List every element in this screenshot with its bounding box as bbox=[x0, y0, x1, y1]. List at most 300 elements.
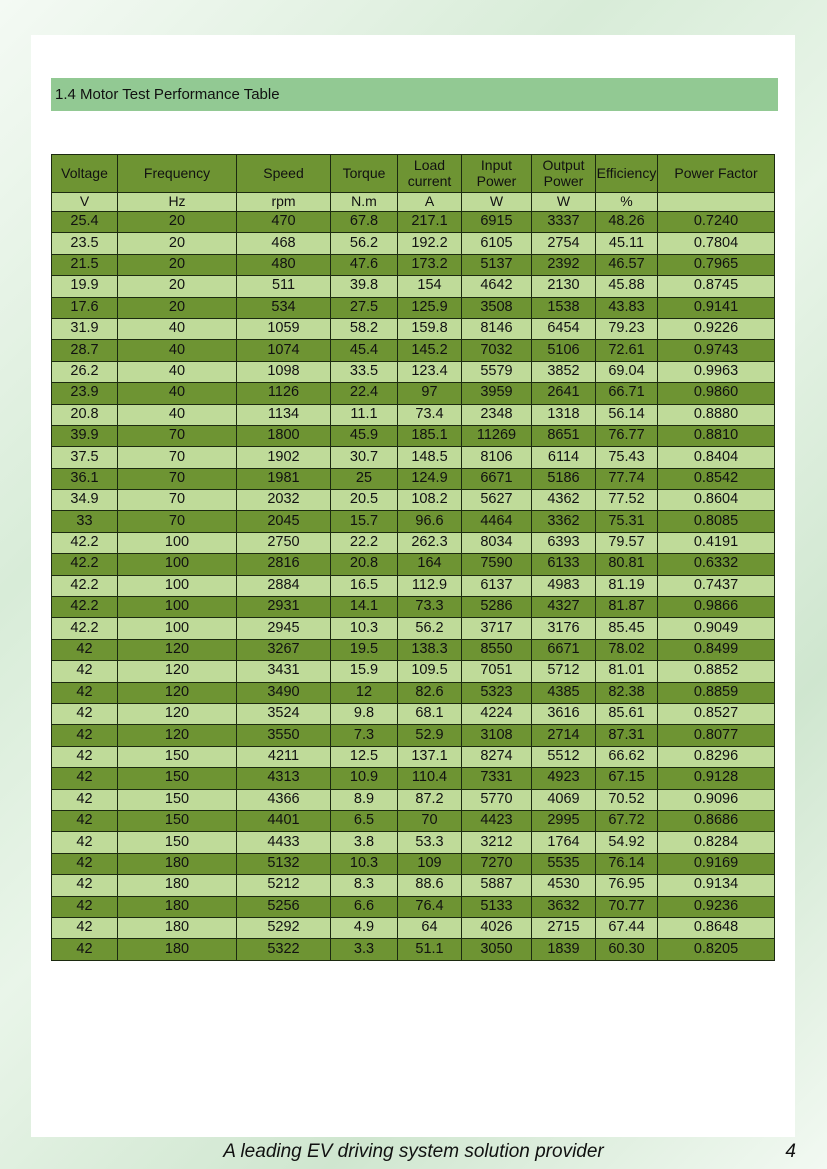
motor-performance-table bbox=[51, 154, 775, 961]
table-cell: 0.9236 bbox=[658, 896, 775, 917]
table-cell: 1981 bbox=[237, 468, 331, 489]
table-row bbox=[52, 254, 775, 275]
table-cell: 0.8745 bbox=[658, 276, 775, 297]
table-cell: 42 bbox=[52, 875, 118, 896]
column-header: Power Factor bbox=[658, 155, 775, 193]
table-cell: 97 bbox=[398, 383, 462, 404]
table-cell: 73.3 bbox=[398, 597, 462, 618]
table-cell: 1059 bbox=[237, 318, 331, 339]
table-cell: 3717 bbox=[462, 618, 532, 639]
table-cell: 0.9141 bbox=[658, 297, 775, 318]
table-cell: 67.8 bbox=[331, 212, 398, 233]
table-cell: 70 bbox=[398, 810, 462, 831]
table-cell: 0.7965 bbox=[658, 254, 775, 275]
table-row bbox=[52, 318, 775, 339]
table-cell: 67.15 bbox=[596, 768, 658, 789]
table-cell: 4464 bbox=[462, 511, 532, 532]
table-cell: 33.5 bbox=[331, 361, 398, 382]
table-cell: 8550 bbox=[462, 639, 532, 660]
table-cell: 51.1 bbox=[398, 939, 462, 960]
table-row bbox=[52, 768, 775, 789]
table-cell: 36.1 bbox=[52, 468, 118, 489]
table-cell: 6393 bbox=[532, 532, 596, 553]
table-cell: 0.9963 bbox=[658, 361, 775, 382]
table-cell: 1902 bbox=[237, 447, 331, 468]
table-row bbox=[52, 468, 775, 489]
table-cell: 2392 bbox=[532, 254, 596, 275]
table-cell: 7331 bbox=[462, 768, 532, 789]
table-units-row bbox=[52, 193, 775, 212]
table-cell: 76.4 bbox=[398, 896, 462, 917]
table-cell: 23.9 bbox=[52, 383, 118, 404]
table-cell: 100 bbox=[118, 597, 237, 618]
table-cell: 6671 bbox=[532, 639, 596, 660]
page-number: 4 bbox=[785, 1141, 796, 1162]
table-row bbox=[52, 511, 775, 532]
table-cell: 42 bbox=[52, 703, 118, 724]
table-cell: 173.2 bbox=[398, 254, 462, 275]
table-cell: 9.8 bbox=[331, 703, 398, 724]
table-cell: 180 bbox=[118, 896, 237, 917]
table-cell: 82.38 bbox=[596, 682, 658, 703]
table-cell: 110.4 bbox=[398, 768, 462, 789]
table-cell: 2715 bbox=[532, 917, 596, 938]
table-cell: 85.45 bbox=[596, 618, 658, 639]
table-cell: 8034 bbox=[462, 532, 532, 553]
table-cell: 42 bbox=[52, 661, 118, 682]
table-cell: 0.8085 bbox=[658, 511, 775, 532]
table-cell: 37.5 bbox=[52, 447, 118, 468]
table-cell: 0.8852 bbox=[658, 661, 775, 682]
table-cell: 5186 bbox=[532, 468, 596, 489]
table-cell: 217.1 bbox=[398, 212, 462, 233]
table-cell: 20 bbox=[118, 297, 237, 318]
table-cell: 53.3 bbox=[398, 832, 462, 853]
table-cell: 75.31 bbox=[596, 511, 658, 532]
table-cell: 43.83 bbox=[596, 297, 658, 318]
table-cell: 70 bbox=[118, 468, 237, 489]
table-cell: 148.5 bbox=[398, 447, 462, 468]
table-row bbox=[52, 404, 775, 425]
footer-tagline: A leading EV driving system solution provider bbox=[223, 1141, 604, 1162]
table-cell: 5512 bbox=[532, 746, 596, 767]
table-cell: 138.3 bbox=[398, 639, 462, 660]
unit-cell: V bbox=[52, 193, 118, 212]
table-cell: 42.2 bbox=[52, 532, 118, 553]
table-cell: 80.81 bbox=[596, 554, 658, 575]
table-cell: 42.2 bbox=[52, 554, 118, 575]
table-cell: 15.7 bbox=[331, 511, 398, 532]
table-cell: 150 bbox=[118, 789, 237, 810]
column-header: Input Power bbox=[462, 155, 532, 193]
table-cell: 0.9049 bbox=[658, 618, 775, 639]
table-cell: 5106 bbox=[532, 340, 596, 361]
table-row bbox=[52, 682, 775, 703]
table-cell: 40 bbox=[118, 340, 237, 361]
table-cell: 145.2 bbox=[398, 340, 462, 361]
table-cell: 0.9860 bbox=[658, 383, 775, 404]
table-cell: 12 bbox=[331, 682, 398, 703]
column-header: Frequency bbox=[118, 155, 237, 193]
table-cell: 6114 bbox=[532, 447, 596, 468]
table-cell: 7051 bbox=[462, 661, 532, 682]
table-row bbox=[52, 810, 775, 831]
table-cell: 4423 bbox=[462, 810, 532, 831]
table-cell: 85.61 bbox=[596, 703, 658, 724]
table-cell: 20 bbox=[118, 254, 237, 275]
table-cell: 20.8 bbox=[52, 404, 118, 425]
table-cell: 40 bbox=[118, 361, 237, 382]
table-cell: 5535 bbox=[532, 853, 596, 874]
table-cell: 3616 bbox=[532, 703, 596, 724]
table-cell: 120 bbox=[118, 661, 237, 682]
table-cell: 0.8648 bbox=[658, 917, 775, 938]
table-cell: 112.9 bbox=[398, 575, 462, 596]
table-cell: 17.6 bbox=[52, 297, 118, 318]
table-cell: 0.9743 bbox=[658, 340, 775, 361]
table-cell: 0.7437 bbox=[658, 575, 775, 596]
table-cell: 108.2 bbox=[398, 490, 462, 511]
table-cell: 48.26 bbox=[596, 212, 658, 233]
table-cell: 5256 bbox=[237, 896, 331, 917]
table-cell: 4327 bbox=[532, 597, 596, 618]
table-cell: 7270 bbox=[462, 853, 532, 874]
table-cell: 0.8604 bbox=[658, 490, 775, 511]
table-cell: 87.31 bbox=[596, 725, 658, 746]
column-header: Voltage bbox=[52, 155, 118, 193]
table-cell: 3108 bbox=[462, 725, 532, 746]
table-row bbox=[52, 703, 775, 724]
table-cell: 1134 bbox=[237, 404, 331, 425]
table-cell: 3959 bbox=[462, 383, 532, 404]
table-cell: 78.02 bbox=[596, 639, 658, 660]
table-cell: 0.9096 bbox=[658, 789, 775, 810]
table-cell: 81.87 bbox=[596, 597, 658, 618]
table-cell: 14.1 bbox=[331, 597, 398, 618]
table-cell: 25 bbox=[331, 468, 398, 489]
table-cell: 42 bbox=[52, 789, 118, 810]
table-cell: 4224 bbox=[462, 703, 532, 724]
table-cell: 4069 bbox=[532, 789, 596, 810]
table-cell: 15.9 bbox=[331, 661, 398, 682]
table-cell: 3267 bbox=[237, 639, 331, 660]
table-cell: 10.3 bbox=[331, 618, 398, 639]
table-cell: 20.8 bbox=[331, 554, 398, 575]
table-cell: 42.2 bbox=[52, 597, 118, 618]
table-cell: 52.9 bbox=[398, 725, 462, 746]
table-cell: 1098 bbox=[237, 361, 331, 382]
table-cell: 2045 bbox=[237, 511, 331, 532]
table-cell: 25.4 bbox=[52, 212, 118, 233]
table-cell: 8.9 bbox=[331, 789, 398, 810]
table-cell: 4313 bbox=[237, 768, 331, 789]
table-cell: 0.9128 bbox=[658, 768, 775, 789]
table-cell: 0.9169 bbox=[658, 853, 775, 874]
table-cell: 39.9 bbox=[52, 425, 118, 446]
table-row bbox=[52, 875, 775, 896]
table-cell: 54.92 bbox=[596, 832, 658, 853]
table-cell: 5627 bbox=[462, 490, 532, 511]
table-row bbox=[52, 853, 775, 874]
table-cell: 164 bbox=[398, 554, 462, 575]
table-row bbox=[52, 233, 775, 254]
table-cell: 109 bbox=[398, 853, 462, 874]
table-cell: 7590 bbox=[462, 554, 532, 575]
table-cell: 8106 bbox=[462, 447, 532, 468]
table-cell: 81.01 bbox=[596, 661, 658, 682]
table-cell: 23.5 bbox=[52, 233, 118, 254]
table-cell: 4026 bbox=[462, 917, 532, 938]
table-row bbox=[52, 447, 775, 468]
table-cell: 3852 bbox=[532, 361, 596, 382]
table-cell: 468 bbox=[237, 233, 331, 254]
column-header: Efficiency bbox=[596, 155, 658, 193]
table-cell: 45.4 bbox=[331, 340, 398, 361]
table-cell: 56.14 bbox=[596, 404, 658, 425]
unit-cell bbox=[658, 193, 775, 212]
table-cell: 76.95 bbox=[596, 875, 658, 896]
table-cell: 2995 bbox=[532, 810, 596, 831]
table-cell: 79.23 bbox=[596, 318, 658, 339]
table-cell: 42 bbox=[52, 746, 118, 767]
table-cell: 511 bbox=[237, 276, 331, 297]
table-cell: 100 bbox=[118, 532, 237, 553]
table-cell: 4530 bbox=[532, 875, 596, 896]
table-cell: 2641 bbox=[532, 383, 596, 404]
table-row bbox=[52, 896, 775, 917]
table-row bbox=[52, 490, 775, 511]
table-cell: 76.14 bbox=[596, 853, 658, 874]
table-cell: 20 bbox=[118, 276, 237, 297]
table-cell: 42 bbox=[52, 682, 118, 703]
table-cell: 45.88 bbox=[596, 276, 658, 297]
table-cell: 3632 bbox=[532, 896, 596, 917]
table-row bbox=[52, 554, 775, 575]
table-cell: 2931 bbox=[237, 597, 331, 618]
table-cell: 2714 bbox=[532, 725, 596, 746]
table-cell: 125.9 bbox=[398, 297, 462, 318]
table-cell: 66.71 bbox=[596, 383, 658, 404]
table-cell: 3508 bbox=[462, 297, 532, 318]
table-cell: 5887 bbox=[462, 875, 532, 896]
table-cell: 76.77 bbox=[596, 425, 658, 446]
table-cell: 11269 bbox=[462, 425, 532, 446]
table-cell: 1800 bbox=[237, 425, 331, 446]
table-cell: 70.77 bbox=[596, 896, 658, 917]
table-cell: 100 bbox=[118, 618, 237, 639]
table-cell: 123.4 bbox=[398, 361, 462, 382]
table-cell: 77.74 bbox=[596, 468, 658, 489]
table-cell: 0.9226 bbox=[658, 318, 775, 339]
table-cell: 0.7804 bbox=[658, 233, 775, 254]
table-cell: 20 bbox=[118, 233, 237, 254]
table-cell: 4433 bbox=[237, 832, 331, 853]
table-header-row bbox=[52, 155, 775, 193]
unit-cell: W bbox=[462, 193, 532, 212]
table-cell: 150 bbox=[118, 746, 237, 767]
table-cell: 3337 bbox=[532, 212, 596, 233]
document-page bbox=[31, 35, 795, 1137]
table-cell: 2816 bbox=[237, 554, 331, 575]
table-cell: 5292 bbox=[237, 917, 331, 938]
table-cell: 47.6 bbox=[331, 254, 398, 275]
table-cell: 73.4 bbox=[398, 404, 462, 425]
table-cell: 42 bbox=[52, 939, 118, 960]
table-cell: 40 bbox=[118, 318, 237, 339]
table-cell: 5132 bbox=[237, 853, 331, 874]
table-cell: 58.2 bbox=[331, 318, 398, 339]
table-cell: 3524 bbox=[237, 703, 331, 724]
table-row bbox=[52, 639, 775, 660]
table-row bbox=[52, 939, 775, 960]
unit-cell: A bbox=[398, 193, 462, 212]
table-row bbox=[52, 661, 775, 682]
table-row bbox=[52, 383, 775, 404]
table-cell: 5212 bbox=[237, 875, 331, 896]
table-cell: 3550 bbox=[237, 725, 331, 746]
table-row bbox=[52, 618, 775, 639]
table-cell: 2884 bbox=[237, 575, 331, 596]
table-cell: 3490 bbox=[237, 682, 331, 703]
table-cell: 137.1 bbox=[398, 746, 462, 767]
table-cell: 3.3 bbox=[331, 939, 398, 960]
section-title: 1.4 Motor Test Performance Table bbox=[51, 78, 778, 111]
table-cell: 0.8686 bbox=[658, 810, 775, 831]
table-cell: 5322 bbox=[237, 939, 331, 960]
table-cell: 5133 bbox=[462, 896, 532, 917]
table-cell: 0.8077 bbox=[658, 725, 775, 746]
table-cell: 262.3 bbox=[398, 532, 462, 553]
table-cell: 2754 bbox=[532, 233, 596, 254]
table-cell: 0.8542 bbox=[658, 468, 775, 489]
table-cell: 19.5 bbox=[331, 639, 398, 660]
table-cell: 6133 bbox=[532, 554, 596, 575]
table-row bbox=[52, 212, 775, 233]
table-cell: 3362 bbox=[532, 511, 596, 532]
table-cell: 4923 bbox=[532, 768, 596, 789]
table-cell: 0.9866 bbox=[658, 597, 775, 618]
table-cell: 8651 bbox=[532, 425, 596, 446]
table-cell: 0.4191 bbox=[658, 532, 775, 553]
table-cell: 81.19 bbox=[596, 575, 658, 596]
table-cell: 6454 bbox=[532, 318, 596, 339]
table-cell: 46.57 bbox=[596, 254, 658, 275]
table-cell: 1839 bbox=[532, 939, 596, 960]
table-cell: 159.8 bbox=[398, 318, 462, 339]
table-cell: 0.8859 bbox=[658, 682, 775, 703]
table-cell: 64 bbox=[398, 917, 462, 938]
table-cell: 70 bbox=[118, 511, 237, 532]
table-cell: 180 bbox=[118, 875, 237, 896]
table-cell: 42 bbox=[52, 810, 118, 831]
column-header: Load current bbox=[398, 155, 462, 193]
table-cell: 2945 bbox=[237, 618, 331, 639]
table-cell: 26.2 bbox=[52, 361, 118, 382]
table-cell: 120 bbox=[118, 682, 237, 703]
table-cell: 45.11 bbox=[596, 233, 658, 254]
table-row bbox=[52, 917, 775, 938]
table-row bbox=[52, 725, 775, 746]
table-cell: 3431 bbox=[237, 661, 331, 682]
table-cell: 42 bbox=[52, 768, 118, 789]
table-cell: 2750 bbox=[237, 532, 331, 553]
table-cell: 0.8499 bbox=[658, 639, 775, 660]
table-cell: 70 bbox=[118, 447, 237, 468]
table-cell: 30.7 bbox=[331, 447, 398, 468]
table-row bbox=[52, 340, 775, 361]
table-cell: 20.5 bbox=[331, 490, 398, 511]
table-cell: 8146 bbox=[462, 318, 532, 339]
table-row bbox=[52, 276, 775, 297]
table-cell: 27.5 bbox=[331, 297, 398, 318]
table-cell: 79.57 bbox=[596, 532, 658, 553]
table-cell: 120 bbox=[118, 639, 237, 660]
table-cell: 12.5 bbox=[331, 746, 398, 767]
table-cell: 31.9 bbox=[52, 318, 118, 339]
table-cell: 42 bbox=[52, 896, 118, 917]
unit-cell: Hz bbox=[118, 193, 237, 212]
table-cell: 0.8296 bbox=[658, 746, 775, 767]
table-cell: 72.61 bbox=[596, 340, 658, 361]
table-cell: 7032 bbox=[462, 340, 532, 361]
unit-cell: % bbox=[596, 193, 658, 212]
table-cell: 67.72 bbox=[596, 810, 658, 831]
table-cell: 70 bbox=[118, 425, 237, 446]
table-cell: 70 bbox=[118, 490, 237, 511]
column-header: Output Power bbox=[532, 155, 596, 193]
table-cell: 5323 bbox=[462, 682, 532, 703]
table-cell: 22.2 bbox=[331, 532, 398, 553]
table-cell: 88.6 bbox=[398, 875, 462, 896]
table-cell: 6105 bbox=[462, 233, 532, 254]
table-cell: 10.9 bbox=[331, 768, 398, 789]
table-cell: 180 bbox=[118, 939, 237, 960]
table-cell: 4401 bbox=[237, 810, 331, 831]
table-cell: 4366 bbox=[237, 789, 331, 810]
table-cell: 0.8284 bbox=[658, 832, 775, 853]
table-cell: 22.4 bbox=[331, 383, 398, 404]
table-cell: 470 bbox=[237, 212, 331, 233]
table-cell: 66.62 bbox=[596, 746, 658, 767]
table-cell: 60.30 bbox=[596, 939, 658, 960]
table-cell: 185.1 bbox=[398, 425, 462, 446]
table-cell: 5770 bbox=[462, 789, 532, 810]
table-cell: 68.1 bbox=[398, 703, 462, 724]
table-cell: 28.7 bbox=[52, 340, 118, 361]
unit-cell: N.m bbox=[331, 193, 398, 212]
table-cell: 4211 bbox=[237, 746, 331, 767]
table-cell: 21.5 bbox=[52, 254, 118, 275]
table-cell: 0.8527 bbox=[658, 703, 775, 724]
table-cell: 42.2 bbox=[52, 575, 118, 596]
table-row bbox=[52, 425, 775, 446]
column-header: Torque bbox=[331, 155, 398, 193]
table-body bbox=[52, 212, 775, 961]
table-cell: 82.6 bbox=[398, 682, 462, 703]
unit-cell: W bbox=[532, 193, 596, 212]
table-cell: 77.52 bbox=[596, 490, 658, 511]
table-cell: 6137 bbox=[462, 575, 532, 596]
table-cell: 5579 bbox=[462, 361, 532, 382]
table-cell: 154 bbox=[398, 276, 462, 297]
table-cell: 19.9 bbox=[52, 276, 118, 297]
table-cell: 120 bbox=[118, 725, 237, 746]
table-cell: 100 bbox=[118, 554, 237, 575]
table-cell: 1074 bbox=[237, 340, 331, 361]
table-cell: 1126 bbox=[237, 383, 331, 404]
table-cell: 109.5 bbox=[398, 661, 462, 682]
table-row bbox=[52, 597, 775, 618]
